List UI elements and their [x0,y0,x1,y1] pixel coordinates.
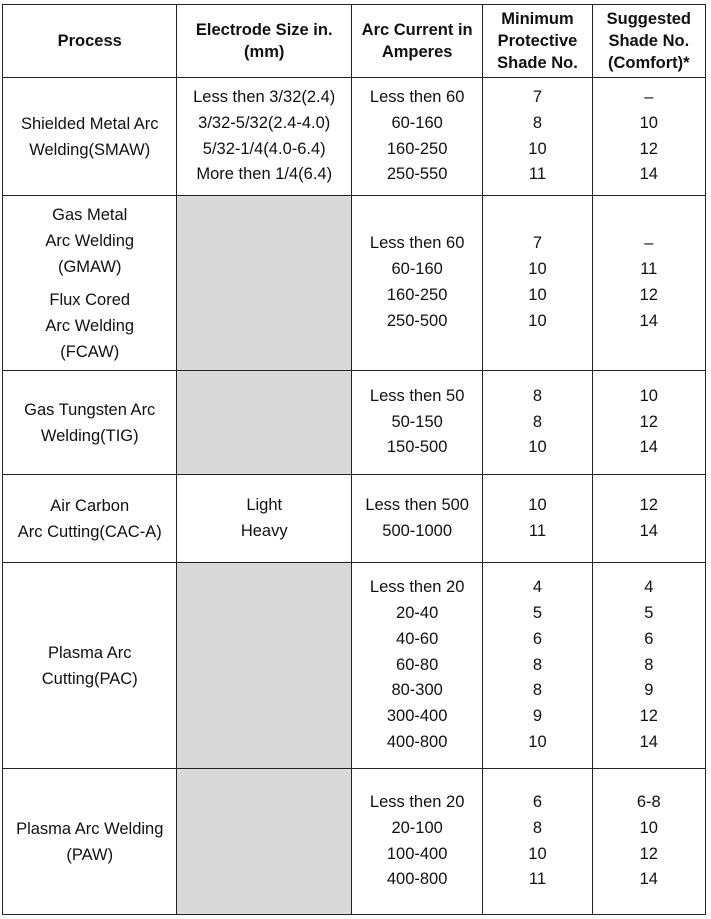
process-cell: Plasma Arc Cutting(PAC) [3,563,177,769]
header-suggested-shade: Suggested Shade No. (Comfort)* [592,5,705,78]
arc-current-cell: Less then 20 20-100 100-400 400-800 [351,769,482,915]
process-cell: Air Carbon Arc Cutting(CAC-A) [3,475,177,563]
process-cell: Gas Metal Arc Welding (GMAW) Flux Cored Arc Welding (FCAW) [3,196,177,371]
process-cell: Shielded Metal Arc Welding(SMAW) [3,78,177,196]
header-minimum-shade: Minimum Protective Shade No. [483,5,592,78]
suggested-shade-cell: 12 14 [592,475,705,563]
electrode-cell-empty [177,371,351,475]
arc-current-cell: Less then 60 60-160 160-250 250-550 [351,78,482,196]
welding-shade-table [2,4,706,915]
table-row-tig [3,371,706,475]
header-process: Process [3,5,177,78]
minimum-shade-cell: 10 11 [483,475,592,563]
arc-current-cell: Less then 50 50-150 150-500 [351,371,482,475]
minimum-shade-cell: 8 8 10 [483,371,592,475]
table-row-cac-a [3,475,706,563]
arc-current-cell: Less then 500 500-1000 [351,475,482,563]
minimum-shade-cell: 7 10 10 10 [483,196,592,371]
table-row-pac [3,563,706,769]
table-row-gmaw-fcaw [3,196,706,371]
header-arc-current: Arc Current in Amperes [351,5,482,78]
header-electrode-size: Electrode Size in.(mm) [177,5,351,78]
minimum-shade-cell: 6 8 10 11 [483,769,592,915]
electrode-cell-empty [177,769,351,915]
suggested-shade-cell: – 11 12 14 [592,196,705,371]
suggested-shade-cell: 4 5 6 8 9 12 14 [592,563,705,769]
electrode-cell-empty [177,563,351,769]
table-row-paw [3,769,706,915]
minimum-shade-cell: 4 5 6 8 8 9 10 [483,563,592,769]
process-cell: Gas Tungsten Arc Welding(TIG) [3,371,177,475]
suggested-shade-cell: 10 12 14 [592,371,705,475]
electrode-cell-empty [177,196,351,371]
table-header-row [3,5,706,78]
suggested-shade-cell: – 10 12 14 [592,78,705,196]
suggested-shade-cell: 6-8 10 12 14 [592,769,705,915]
process-cell: Plasma Arc Welding (PAW) [3,769,177,915]
electrode-cell: Less then 3/32(2.4) 3/32-5/32(2.4-4.0) 5/32-1/4(4.0-6.4) More then 1/4(6.4) [177,78,351,196]
table-row-smaw [3,78,706,196]
minimum-shade-cell: 7 8 10 11 [483,78,592,196]
arc-current-cell: Less then 20 20-40 40-60 60-80 80-300 300-400 400-800 [351,563,482,769]
arc-current-cell: Less then 60 60-160 160-250 250-500 [351,196,482,371]
electrode-cell: Light Heavy [177,475,351,563]
